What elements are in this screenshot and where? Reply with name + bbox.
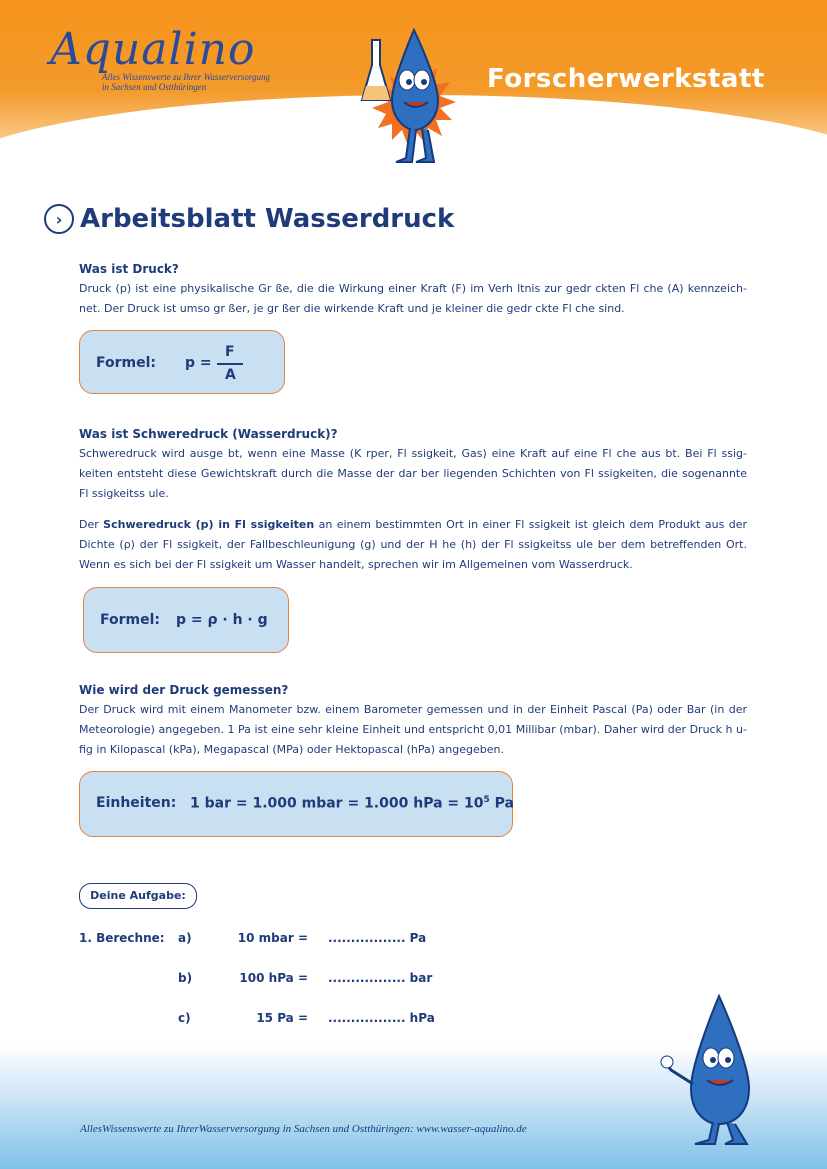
units-equation: [190, 795, 514, 812]
units-equation-main: 1 bar = 1.000 mbar = 1.000 hPa = 10: [190, 795, 484, 812]
water-drop-mascot-icon: [655, 992, 775, 1152]
task-row-c-value: 15 Pa =: [256, 1011, 308, 1025]
formula-box-pressure: [79, 330, 285, 394]
paragraph-messung: Der Druck wird mit einem Manometer bzw. einem Barometer gemessen und in der Einheit Pascal (Pa) oder Bar (in der Meteorologie) angegeben. 1 Pa ist eine sehr kleine Einheit und entspricht 0,01 Millibar (mbar). Daher wird der Druck h u-fig in Kilopascal (kPa), Megapascal (MPa) oder Hektopascal (hPa) angegeben.: [79, 703, 747, 756]
paragraph-druck: Druck (p) ist eine physikalische Gr ße, die die Wirkung einer Kraft (F) im Verh ltnis zur gedr ckten Fl che (A) kennzeich-net. Der Druck ist umso gr ßer, je gr ßer die wirkende Kraft und je kleiner die gedr ckte Fl che sind.: [79, 282, 747, 315]
formula-lhs: p =: [185, 355, 212, 371]
page-title: Arbeitsblatt Wasserdruck: [80, 204, 455, 234]
paragraph-bold-term: Schweredruck (p) in Fl ssigkeiten: [103, 518, 315, 531]
footer-text: AllesWissenswerte zu IhrerWasserversorgung in Sachsen und Ostthüringen: www.wasser-aqualino.de: [80, 1123, 527, 1135]
formula-numerator: F: [225, 344, 235, 360]
logo-tagline: [102, 72, 312, 92]
section-title-schweredruck: Was ist Schweredruck (Wasserdruck)?: [79, 427, 338, 441]
formula-label: Formel:: [100, 612, 160, 628]
formula-box-schweredruck: [83, 587, 289, 653]
task-row-c-answer[interactable]: ................. hPa: [328, 1011, 435, 1025]
logo-name: Aqualino: [50, 24, 256, 75]
fraction-bar: [217, 363, 243, 365]
section-title-druck: Was ist Druck?: [79, 262, 179, 276]
units-exponent: 5: [483, 795, 490, 805]
units-box: [79, 771, 513, 837]
chevron-right-circle-icon: ›: [44, 204, 74, 234]
logo-tagline-line1: Alles Wissenswerte zu Ihrer Wasserversorgung: [102, 72, 270, 82]
units-equation-end: Pa: [489, 795, 514, 812]
paragraph-rest: an einem bestimmten Ort in einer Fl ssigkeit ist gleich dem Produkt aus der Dichte (ρ) der Fl ssigkeit, der Fallbeschleunigung (g) und der H he (h) der Fl ssigkeitss ule ber dem betreffenden Ort. Wenn es sich bei der Fl ssigkeit um Wasser handelt, sprechen wir im Allgemeinen vom Wasserdruck.: [79, 518, 748, 571]
task-number: 1. Berechne:: [79, 931, 165, 945]
task-row-b-value: 100 hPa =: [239, 971, 308, 985]
aqualino-logo: [50, 24, 312, 92]
paragraph-prefix: Der: [79, 518, 99, 531]
formula-denominator: A: [225, 367, 236, 383]
water-drop-mascot-flask-icon: [352, 20, 472, 180]
task-row-b-letter: b): [178, 971, 193, 985]
task-row-c-letter: c): [178, 1011, 191, 1025]
task-row-a-answer[interactable]: ................. Pa: [328, 931, 427, 945]
task-row-a-value: 10 mbar =: [237, 931, 308, 945]
task-row-a-letter: a): [178, 931, 192, 945]
formula-label: Formel:: [96, 355, 156, 371]
task-label: Deine Aufgabe:: [79, 883, 197, 909]
logo-tagline-line2: in Sachsen und Ostthüringen: [102, 82, 207, 92]
section-title-messung: Wie wird der Druck gemessen?: [79, 683, 289, 697]
header-title: Forscherwerkstatt: [487, 64, 765, 94]
paragraph-schweredruck-1: Schweredruck wird ausge bt, wenn eine Masse (K rper, Fl ssigkeit, Gas) eine Kraft auf eine Fl che aus bt. Bei Fl ssig-keiten entsteht diese Gewichtskraft durch die Masse der dar ber liegenden Schichten von Fl ssigkeiten, die sogenannte Fl ssigkeitss ule.: [79, 447, 747, 500]
page-heading: [44, 204, 454, 234]
task-row-b-answer[interactable]: ................. bar: [328, 971, 433, 985]
paragraph-schweredruck-2: [79, 515, 747, 575]
formula-expression: p = ρ · h · g: [176, 612, 268, 628]
units-label: Einheiten:: [96, 795, 177, 811]
